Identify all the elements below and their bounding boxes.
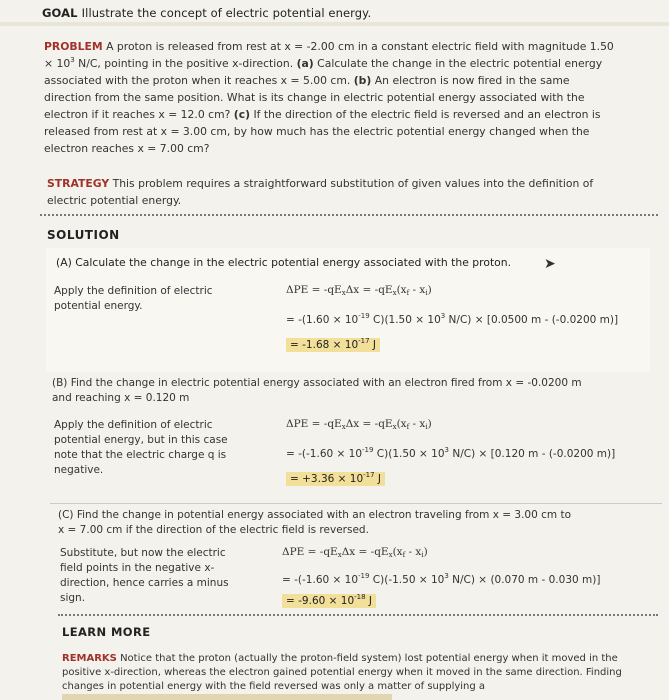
problem-part-b-text: An electron is now fired in the same direction from the same position. What is its change in electric potential energy associated with the electron if it reaches x = 12.0 cm? xyxy=(44,74,585,121)
part-a-answer-value: = -1.68 × 10 xyxy=(290,339,359,351)
part-c-calc-3: N/C) × (0.070 m - 0.030 m)] xyxy=(448,574,601,586)
mouse-cursor-icon: ➤ xyxy=(544,256,556,272)
part-b-answer-unit: J xyxy=(374,473,382,485)
part-b-substitution xyxy=(286,448,615,460)
part-b-answer xyxy=(286,472,385,486)
part-c-formula: $\Delta PE = -qE_x\Delta x = -qE_x(x_f - x_i)$ xyxy=(282,546,428,559)
part-a-calc-2: C)(1.50 × 10 xyxy=(369,314,441,326)
part-b-title-2: and reaching x = 0.120 m xyxy=(52,392,190,404)
part-a-answer-unit: J xyxy=(369,339,377,351)
part-a-substitution xyxy=(286,314,618,326)
part-b-answer-value: = +3.36 × 10 xyxy=(290,473,364,485)
part-c-title xyxy=(58,508,648,538)
strategy-label: STRATEGY xyxy=(47,177,110,190)
part-a-answer xyxy=(286,338,380,352)
part-b-formula: $\Delta PE = -qE_x\Delta x = -qE_x(x_f - x_i)$ xyxy=(286,418,432,431)
part-c-answer-unit: J xyxy=(365,595,373,607)
part-a-formula: $\Delta PE = -qE_x\Delta x = -qE_x(x_f - x_i)$ xyxy=(286,284,432,297)
part-b-calc-3: N/C) × [0.120 m - (-0.0200 m)] xyxy=(449,448,616,460)
part-c-title-2: x = 7.00 cm if the direction of the electric field is reversed. xyxy=(58,524,369,536)
problem-statement xyxy=(44,38,614,157)
solution-heading: SOLUTION xyxy=(47,228,120,242)
part-c-calc-exp2: 3 xyxy=(444,572,449,580)
part-a-answer-exp: -17 xyxy=(358,337,370,345)
part-b-title xyxy=(52,376,642,406)
part-a-calc-3: N/C) × [0.0500 m - (-0.0200 m)] xyxy=(445,314,619,326)
part-c-calc-2: C)(-1.50 × 10 xyxy=(369,574,445,586)
part-b-title-1: (B) Find the change in electric potential energy associated with an electron fired from x = -0.0200 m xyxy=(52,377,582,389)
part-c-answer-value: = -9.60 × 10 xyxy=(286,595,355,607)
problem-text-1: A proton is released from rest at x = -2.00 cm in a constant electric field with magnitude 1.50 × 10 xyxy=(44,40,614,70)
goal-text: Illustrate the concept of electric potential energy. xyxy=(81,6,372,20)
strategy-section xyxy=(47,175,607,209)
problem-label: PROBLEM xyxy=(44,40,103,53)
top-divider xyxy=(0,22,669,26)
part-c-answer-exp: -18 xyxy=(354,593,366,601)
part-a-calc-1: = -(1.60 × 10 xyxy=(286,314,359,326)
part-a-calc-exp2: 3 xyxy=(440,312,446,320)
dotted-divider-2 xyxy=(58,614,658,616)
problem-exp: 3 xyxy=(70,56,75,64)
part-b-instruction: Apply the definition of electric potential energy, but in this case note that the electric charge q is negative. xyxy=(54,419,228,476)
part-a-section xyxy=(46,248,650,372)
problem-part-a-label: (a) xyxy=(296,57,314,70)
goal-label: GOAL xyxy=(42,6,78,20)
problem-part-c-text: If the direction of the electric field is reversed and an electron is released from rest at x = 3.00 cm, by how much has the electric potential energy changed when the electron reaches x = 7.00 cm? xyxy=(44,108,601,155)
learn-more-heading: LEARN MORE xyxy=(62,625,151,639)
part-a-instruction: Apply the definition of electric potential energy. xyxy=(54,285,213,312)
part-c-instruction: Substitute, but now the electric field points in the negative x-direction, hence carries a minus sign. xyxy=(60,547,229,604)
remarks-label: REMARKS xyxy=(62,653,117,664)
part-c-title-1: (C) Find the change in potential energy associated with an electron traveling from x = 3.00 cm to xyxy=(58,509,572,521)
part-b-calc-exp2: 3 xyxy=(444,446,450,454)
dotted-divider xyxy=(40,214,658,216)
part-a-title: (A) Calculate the change in the electric potential energy associated with the proton. xyxy=(56,256,512,269)
problem-text-2: N/C, pointing in the positive x-direction. xyxy=(74,57,297,70)
part-c-section xyxy=(50,503,662,612)
part-b-answer-exp: -17 xyxy=(363,471,375,479)
part-b-calc-2: C)(1.50 × 10 xyxy=(373,448,445,460)
part-c-calc-exp: -19 xyxy=(358,572,370,580)
part-b-calc-exp: -19 xyxy=(362,446,374,454)
part-b-section xyxy=(46,372,650,496)
part-c-substitution xyxy=(282,574,600,586)
goal-line xyxy=(42,6,371,20)
remarks-section xyxy=(62,652,622,694)
remarks-text: Notice that the proton (actually the proton-field system) lost potential energy when it moved in the positive x-direction, whereas the electron gained potential energy when it moved in the same direction. Finding changes in potential energy with the field reversed was only a matter of supplying a xyxy=(62,653,622,692)
problem-part-a-text: Calculate the change in the electric potential energy associated with the proton when it reaches x = 5.00 cm. xyxy=(44,57,603,87)
part-b-calc-1: = -(-1.60 × 10 xyxy=(286,448,363,460)
part-a-calc-exp: -19 xyxy=(358,312,370,320)
highlight-strip xyxy=(62,694,392,700)
strategy-text: This problem requires a straightforward substitution of given values into the definition of electric potential energy. xyxy=(47,177,594,207)
problem-part-b-label: (b) xyxy=(353,74,372,87)
part-c-answer xyxy=(282,594,376,608)
problem-part-c-label: (c) xyxy=(233,108,251,121)
part-c-calc-1: = -(-1.60 × 10 xyxy=(282,574,359,586)
